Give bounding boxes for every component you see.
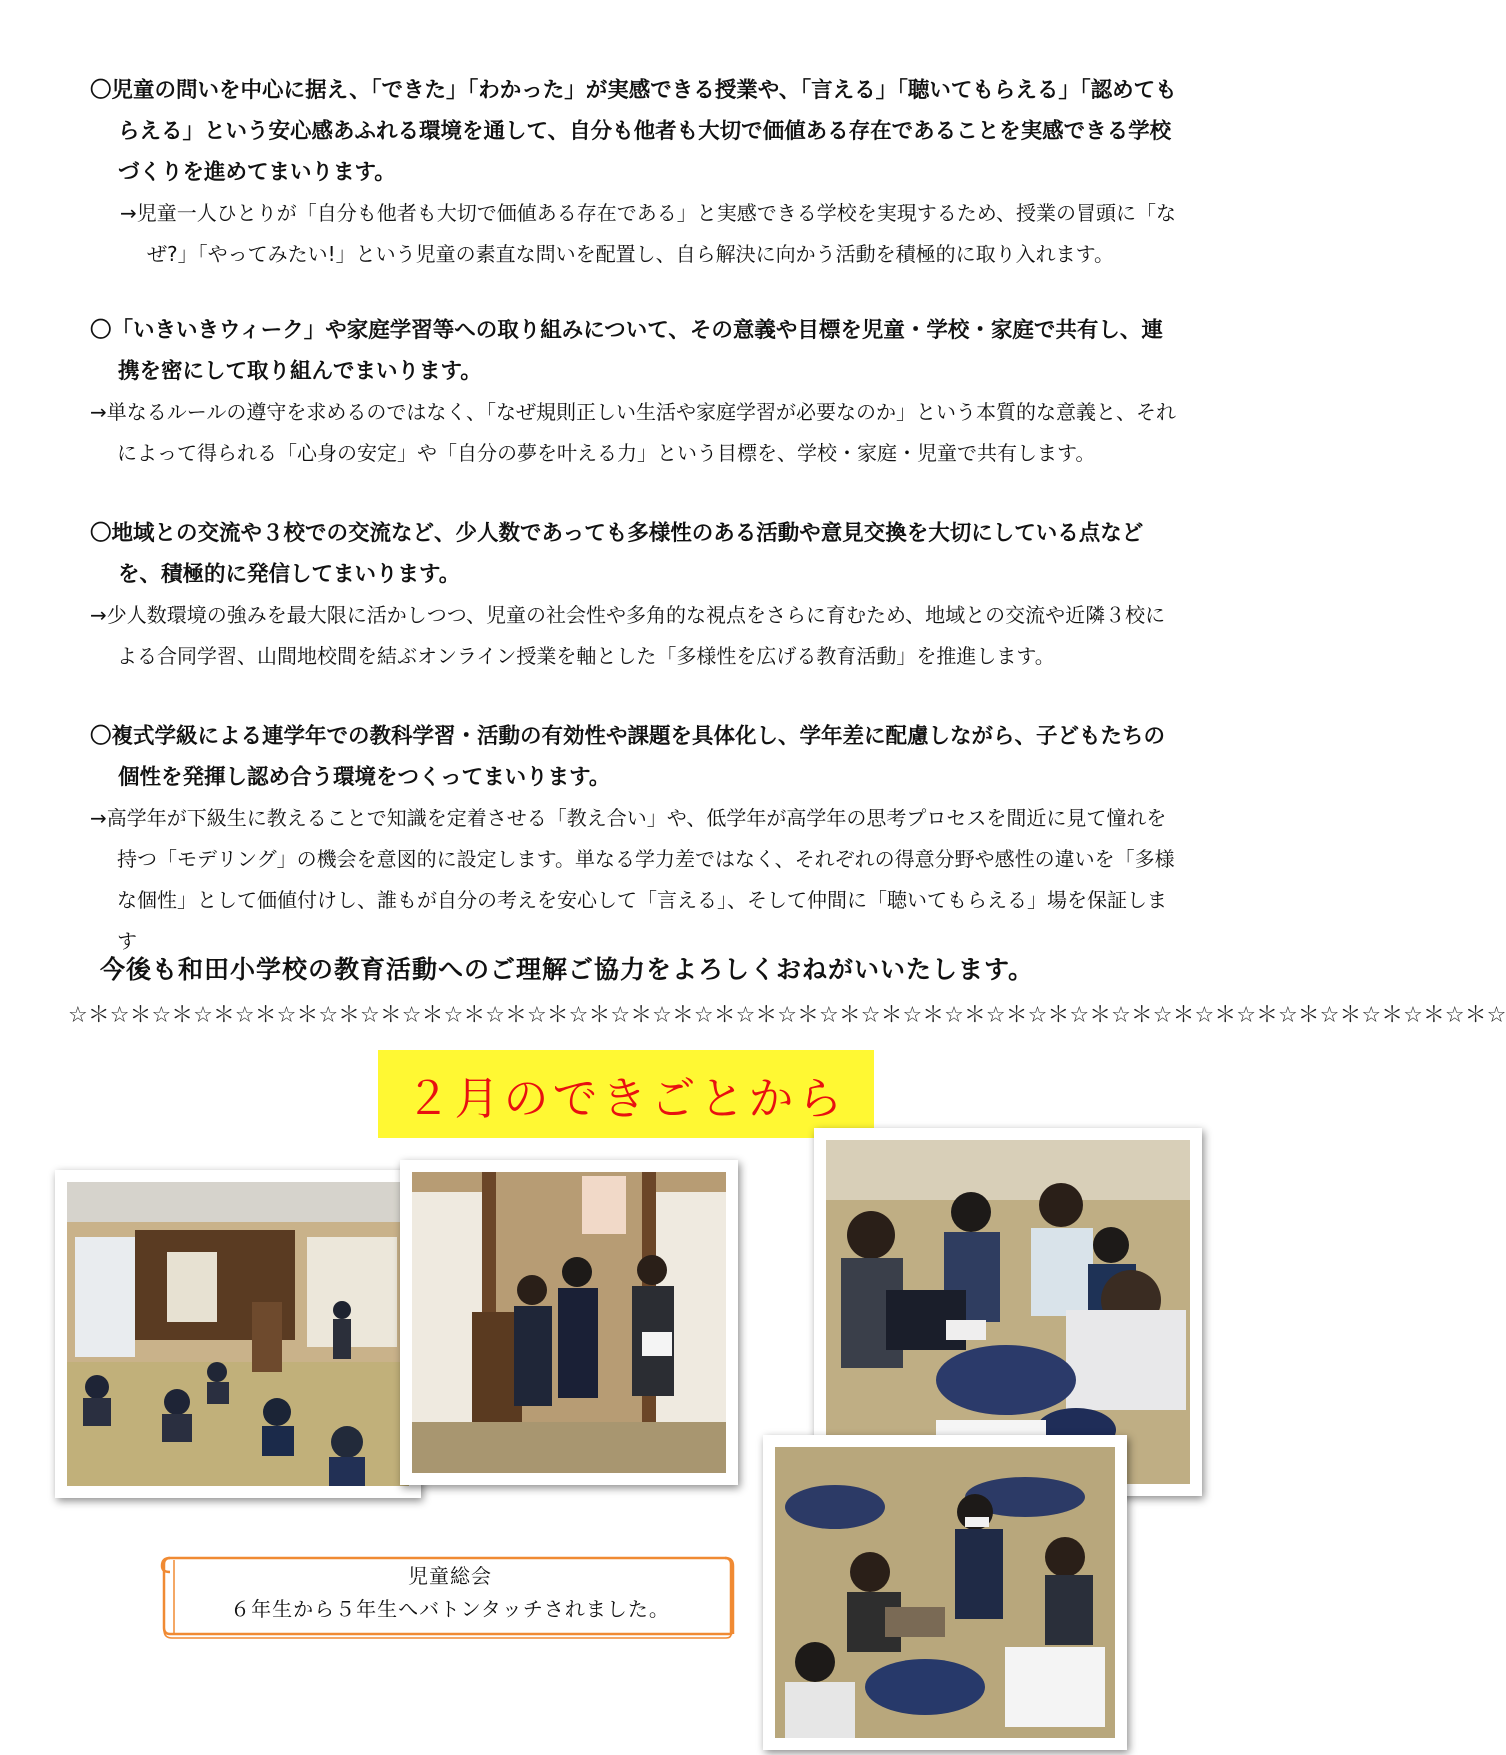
- section-3-detail: →少人数環境の強みを最大限に活かしつつ、児童の社会性や多角的な視点をさらに育むため、地域との交流や近隣３校による合同学習、山間地校間を結ぶオンライン授業を軸とした「多様性を広げる教育活動」を推進します。: [90, 603, 1166, 668]
- closing-message: 今後も和田小学校の教育活動へのご理解ご協力をよろしくおねがいいたします。: [100, 955, 1035, 984]
- section-1-heading: 〇児童の問いを中心に据え、「できた」「わかった」が実感できる授業や、「言える」「聴いてもらえる」「認めてもらえる」という安心感あふれる環境を通して、自分も他者も大切で価値ある存在であることを実感できる学校づくりを進めてまいります。: [90, 78, 1177, 185]
- students-seated-image: [775, 1447, 1115, 1738]
- section-2: [90, 310, 1180, 474]
- events-banner-title: ２月のできごとから: [405, 1071, 847, 1125]
- assembly-hall-image: [67, 1182, 409, 1486]
- caption-title: 児童総会: [408, 1564, 492, 1588]
- section-1: [90, 70, 1180, 275]
- section-3-heading: 〇地域との交流や３校での交流など、少人数であっても多様性のある活動や意見交換を大切にしている点などを、積極的に発信してまいります。: [90, 521, 1144, 587]
- section-2-heading: 〇「いきいきウィーク」や家庭学習等への取り組みについて、その意義や目標を児童・学校・家庭で共有し、連携を密にして取り組んでまいります。: [90, 318, 1163, 384]
- section-4-detail: →高学年が下級生に教えることで知識を定着させる「教え合い」や、低学年が高学年の思考プロセスを間近に見て憧れを持つ「モデリング」の機会を意図的に設定します。単なる学力差ではなく、それぞれの得意分野や感性の違いを「多様な個性」として価値付けし、誰もが自分の考えを安心して「言える」、そして仲間に「聴いてもらえる」場を保証します: [90, 806, 1175, 953]
- section-3: [90, 513, 1180, 677]
- photo-students-seated: [763, 1435, 1127, 1750]
- events-banner: [378, 1050, 874, 1138]
- section-2-detail: →単なるルールの遵守を求めるのではなく、「なぜ規則正しい生活や家庭学習が必要なのか」という本質的な意義と、それによって得られる「心身の安定」や「自分の夢を叶える力」という目標を、学校・家庭・児童で共有します。: [90, 400, 1176, 465]
- star-divider: ☆＊☆＊☆＊☆＊☆＊☆＊☆＊☆＊☆＊☆＊☆＊☆＊☆＊☆＊☆＊☆＊☆＊☆＊☆＊☆＊☆＊☆＊☆＊☆＊☆＊☆＊☆＊☆＊☆＊☆＊☆＊☆＊☆＊☆＊☆: [68, 1003, 1506, 1028]
- photo-students-presenting: [400, 1160, 738, 1485]
- section-4-heading: 〇複式学級による連学年での教科学習・活動の有効性や課題を具体化し、学年差に配慮しながら、子どもたちの個性を発揮し認め合う環境をつくってまいります。: [90, 724, 1166, 790]
- photo-assembly-hall: [55, 1170, 421, 1498]
- students-presenting-image: [412, 1172, 726, 1473]
- section-4: [90, 716, 1180, 962]
- caption-body: ６年生から５年生へバトンタッチされました。: [230, 1597, 670, 1621]
- section-1-detail: →児童一人ひとりが「自分も他者も大切で価値ある存在である」と実感できる学校を実現するため、授業の冒頭に「なぜ?」「やってみたい!」という児童の素直な問いを配置し、自ら解決に向かう活動を積極的に取り入れます。: [120, 201, 1176, 266]
- photo-caption: [180, 1560, 720, 1626]
- group-discussion-image: [826, 1140, 1190, 1484]
